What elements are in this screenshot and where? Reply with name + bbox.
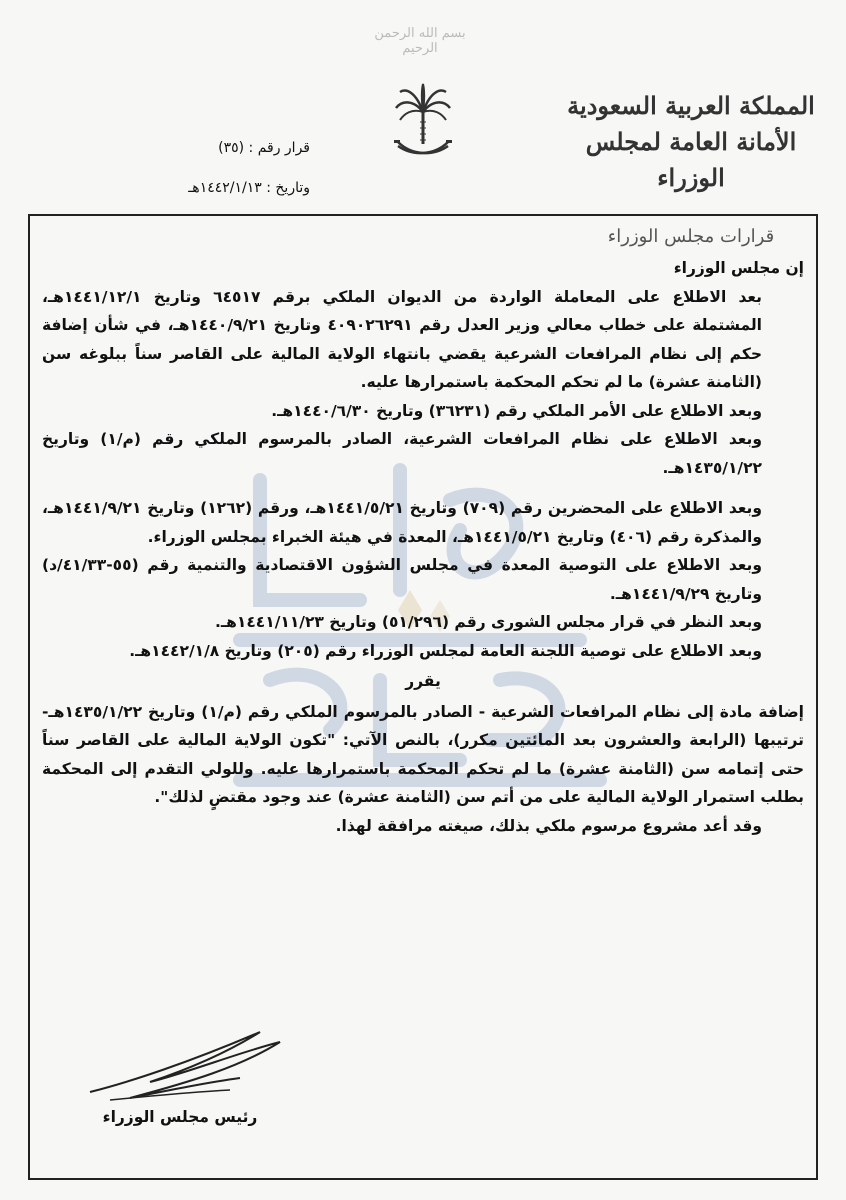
signer-title: رئيس مجلس الوزراء: [102, 1108, 258, 1126]
country-name: المملكة العربية السعودية: [567, 91, 815, 120]
saudi-emblem-icon: [392, 82, 454, 164]
decision-text: إضافة مادة إلى نظام المرافعات الشرعية - الصادر بالمرسوم الملكي رقم (م/١) وتاريخ ١٤٣٥/١/٢٢هـ- ترتيبها (الرابعة والعشرون بعد المائتين مكرر)، بالنص الآتي: "تكون الولاية المالية على القاصر سناً حتى إتمامه سن (الثامنة عشرة) ما لم تحكم المحكمة باستمرارها عليه. وللولي التقدم إلى المحكمة بطلب استمرار الولاية المالية على من أتم سن (الثامنة عشرة) عند وجود مقتضٍ لذلك".: [42, 702, 804, 806]
paragraph-procedures-law: وبعد الاطلاع على نظام المرافعات الشرعية، الصادر بالمرسوم الملكي رقم (م/١) وتاريخ ١٤٣٥/١/٢٢هـ.: [42, 430, 762, 477]
decision-reference: [110, 128, 310, 208]
paragraph-transaction: بعد الاطلاع على المعاملة الواردة من الديوان الملكي برقم ٦٤٥١٧ وتاريخ ١٤٤١/١٢/١هـ، المشتملة على خطاب معالي وزير العدل رقم ٤٠٩٠٢٦٢٩١ وتاريخ ١٤٤٠/٩/٢١هـ، في شأن إضافة حكم إلى نظام المرافعات الشرعية يقضي بانتهاء الولاية المالية على القاصر سناً ببلوغه سن (الثامنة عشرة) ما لم تحكم المحكمة باستمرارها عليه.: [42, 287, 762, 391]
closing-line: وقد أعد مشروع مرسوم ملكي بذلك، صيغته مرافقة لهذا.: [335, 816, 762, 835]
opening-line: إن مجلس الوزراء: [673, 259, 804, 277]
basmala-header: بسم الله الرحمن الرحيم: [374, 26, 466, 56]
paragraph-shura-council: وبعد النظر في قرار مجلس الشورى رقم (٥١/٢٩٦) وتاريخ ١٤٤١/١١/٢٣هـ.: [214, 613, 762, 631]
paragraph-economic-council: وبعد الاطلاع على التوصية المعدة في مجلس الشؤون الاقتصادية والتنمية رقم (٥٥-٤١/٣٣/د) وتاريخ ١٤٤١/٩/٢٩هـ.: [42, 556, 762, 603]
secretariat-name: الأمانة العامة لمجلس الوزراء: [585, 127, 797, 192]
paragraph-royal-order: وبعد الاطلاع على الأمر الملكي رقم (٣٦٢٣١) وتاريخ ١٤٤٠/٦/٣٠هـ.: [271, 401, 762, 420]
decision-date: وتاريخ : ١٤٤٢/١/١٣هـ: [188, 180, 310, 196]
decision-number: قرار رقم : (٣٥): [218, 140, 310, 156]
signature-icon: [70, 1012, 300, 1112]
section-name: قرارات مجلس الوزراء: [607, 226, 775, 247]
paragraph-general-committee: وبعد الاطلاع على توصية اللجنة العامة لمجلس الوزراء رقم (٢٠٥) وتاريخ ١٤٤٢/١/٨هـ.: [129, 641, 762, 660]
decides-heading: يقرر: [405, 672, 441, 690]
decision-body: [42, 254, 804, 840]
paragraph-minutes: وبعد الاطلاع على المحضرين رقم (٧٠٩) وتاريخ ١٤٤١/٥/٢١هـ، ورقم (١٢٦٢) وتاريخ ١٤٤١/٩/٢١هـ، والمذكرة رقم (٤٠٦) وتاريخ ١٤٤١/٥/٢١هـ، المعدة في هيئة الخبراء بمجلس الوزراء.: [42, 499, 762, 546]
